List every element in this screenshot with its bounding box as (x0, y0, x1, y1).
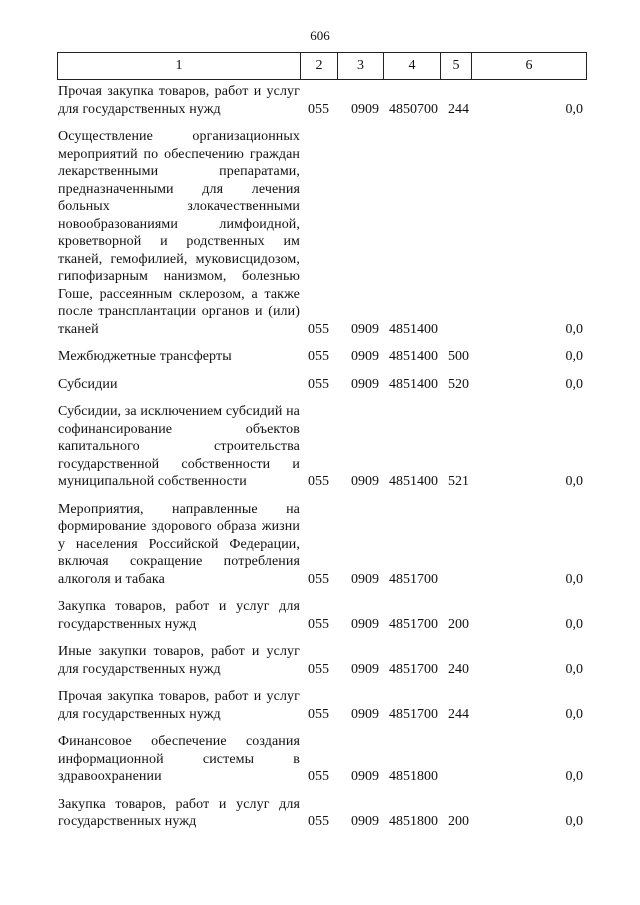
row-amount: 0,0 (565, 349, 583, 364)
row-ministry-code: 055 (308, 101, 329, 117)
row-name: Прочая закупка товаров, работ и услуг для государственных нужд (58, 84, 300, 117)
row-name: Прочая закупка товаров, работ и услуг для государственных нужд (58, 689, 300, 722)
table-row (58, 403, 586, 491)
row-target-article: 4851400 (389, 321, 438, 337)
row-name: Иные закупки товаров, работ и услуг для государственных нужд (58, 644, 300, 677)
row-name: Финансовое обеспечение создания информационной системы в здравоохранении (58, 734, 300, 784)
row-expense-type: 200 (448, 616, 469, 632)
row-name: Субсидии (58, 376, 118, 392)
row-name: Мероприятия, направленные на формирование здорового образа жизни у населения Российской Федерации, включая сокращение потребления алкоголя и табака (58, 501, 300, 587)
table-row (58, 598, 586, 633)
row-expense-type: 244 (448, 706, 469, 722)
column-header-5: 5 (441, 53, 472, 80)
row-amount: 0,0 (565, 616, 583, 632)
row-expense-type: 520 (448, 376, 469, 392)
table-row (58, 128, 586, 338)
row-target-article: 4851700 (389, 706, 438, 722)
row-amount: 0,0 (565, 706, 583, 722)
row-ministry-code: 055 (308, 321, 329, 337)
table-row (58, 376, 586, 394)
row-section-code: 0909 (351, 349, 379, 364)
row-expense-type: 500 (448, 349, 469, 364)
row-name: Закупка товаров, работ и услуг для государственных нужд (58, 599, 300, 632)
budget-table-body (58, 83, 586, 841)
row-section-code: 0909 (351, 321, 379, 337)
column-header-table (57, 52, 587, 80)
row-target-article: 4851700 (389, 661, 438, 677)
column-header-row (58, 53, 587, 80)
row-name: Осуществление организационных мероприятий по обеспечению граждан лекарственными препаратами, предназначенными для лечения больных злокачественными новообразованиями лимфоидной, кроветворной и родственных им тканей, гемофилией, муковисцидозом, гипофизарным нанизмом, болезнью Гоше, рассеянным склерозом, а также после трансплантации органов и (или) тканей (58, 129, 300, 337)
table-row (58, 796, 586, 831)
row-ministry-code: 055 (308, 616, 329, 632)
row-target-article: 4851800 (389, 769, 438, 784)
row-name: Закупка товаров, работ и услуг для государственных нужд (58, 796, 300, 829)
row-section-code: 0909 (351, 814, 379, 829)
row-amount: 0,0 (565, 474, 583, 489)
table-row (58, 501, 586, 589)
column-header-2: 2 (301, 53, 338, 80)
column-header-1: 1 (58, 53, 301, 80)
row-section-code: 0909 (351, 474, 379, 489)
column-header-4: 4 (384, 53, 441, 80)
row-target-article: 4850700 (389, 101, 438, 117)
row-section-code: 0909 (351, 616, 379, 632)
row-expense-type: 240 (448, 661, 469, 677)
row-amount: 0,0 (565, 321, 583, 337)
row-expense-type: 200 (448, 814, 469, 829)
row-ministry-code: 055 (308, 474, 329, 489)
row-ministry-code: 055 (308, 769, 329, 784)
row-section-code: 0909 (351, 706, 379, 722)
row-section-code: 0909 (351, 769, 379, 784)
row-ministry-code: 055 (308, 349, 329, 364)
page-number: 606 (310, 28, 330, 43)
column-header-3: 3 (338, 53, 384, 80)
row-ministry-code: 055 (308, 814, 329, 829)
row-amount: 0,0 (565, 101, 583, 117)
row-amount: 0,0 (565, 769, 583, 784)
row-expense-type: 244 (448, 101, 469, 117)
row-target-article: 4851400 (389, 376, 438, 392)
table-row (58, 688, 586, 723)
row-ministry-code: 055 (308, 571, 329, 587)
table-row (58, 643, 586, 678)
row-amount: 0,0 (565, 661, 583, 677)
row-target-article: 4851700 (389, 616, 438, 632)
row-name: Межбюджетные трансферты (58, 349, 232, 364)
row-target-article: 4851800 (389, 814, 438, 829)
row-section-code: 0909 (351, 571, 379, 587)
row-amount: 0,0 (565, 571, 583, 587)
row-amount: 0,0 (565, 814, 583, 829)
row-ministry-code: 055 (308, 706, 329, 722)
column-header-6: 6 (472, 53, 587, 80)
table-row (58, 348, 586, 366)
row-name: Субсидии, за исключением субсидий на софинансирование объектов капитального строительства государственной собственности и муниципальной собственности (58, 404, 300, 489)
row-expense-type: 521 (448, 474, 469, 489)
row-ministry-code: 055 (308, 376, 329, 392)
row-section-code: 0909 (351, 661, 379, 677)
table-row (58, 83, 586, 118)
row-section-code: 0909 (351, 376, 379, 392)
row-section-code: 0909 (351, 101, 379, 117)
table-row (58, 733, 586, 786)
row-amount: 0,0 (565, 376, 583, 392)
row-ministry-code: 055 (308, 661, 329, 677)
row-target-article: 4851400 (389, 474, 438, 489)
row-target-article: 4851700 (389, 571, 438, 587)
row-target-article: 4851400 (389, 349, 438, 364)
